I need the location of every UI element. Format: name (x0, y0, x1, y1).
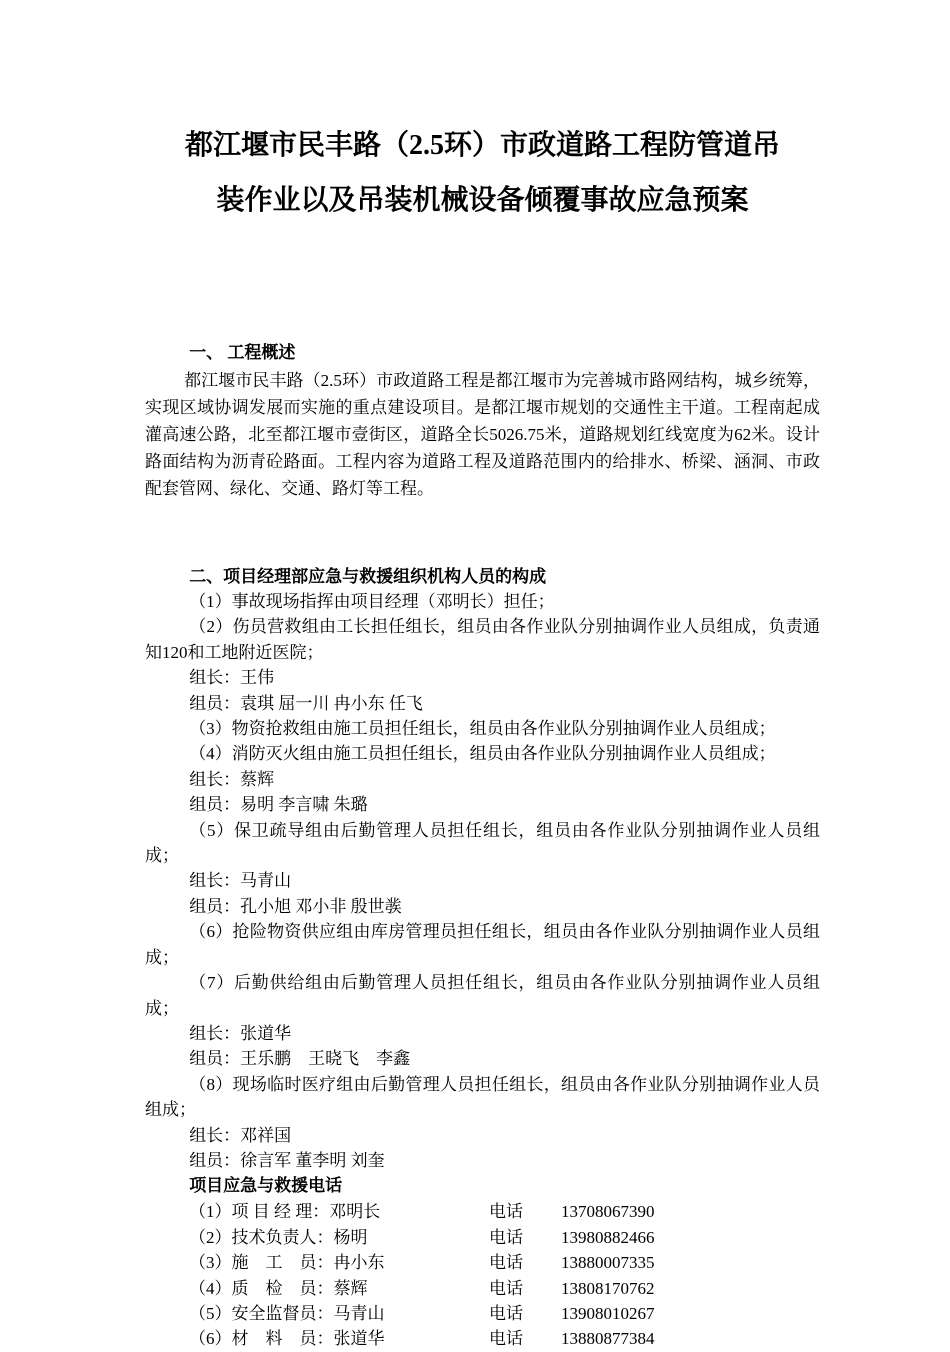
list-item: 组长：马青山 (189, 871, 292, 891)
list-item: （6）抢险物资供应组由库房管理员担任组长，组员由各作业队分别抽调作业人员组成； (145, 922, 820, 967)
phone-row (145, 1301, 820, 1326)
phone-label: （5）安全监督员：马青山 (189, 1303, 385, 1323)
list-item: （5）保卫疏导组由后勤管理人员担任组长，组员由各作业队分别抽调作业人员组成； (145, 820, 820, 866)
phone-number: 13880007335 (561, 1253, 655, 1273)
list-item: （3）物资抢救组由施工员担任组长，组员由各作业队分别抽调作业人员组成； (189, 719, 776, 739)
list-item: 组长：邓祥国 (189, 1125, 292, 1145)
phone-number: 13880877384 (561, 1329, 655, 1349)
phone-list-heading: 项目应急与救援电话 (189, 1176, 343, 1196)
list-item: （2）伤员营救组由工长担任组长，组员由各作业队分别抽调作业人员组成，负责通知120和工地附近医院； (145, 617, 820, 662)
spacer (145, 228, 820, 340)
phone-label: （1）项 目 经 理：邓明长 (189, 1202, 381, 1222)
list-item: （7）后勤供给组由后勤管理人员担任组长，组员由各作业队分别抽调作业人员组成； (145, 973, 820, 1018)
tel-label: 电话 (489, 1278, 523, 1298)
list-item: 组员：易明 李言啸 朱璐 (189, 795, 368, 815)
section1-heading: 一、 工程概述 (189, 343, 296, 362)
section1-paragraph: 都江堰市民丰路（2.5环）市政道路工程是都江堰市为完善城市路网结构，城乡统筹，实现区域协调发展而实施的重点建设项目。是都江堰市规划的交通性主干道。工程南起成灌高速公路，北至都江堰市壹街区，道路全长5026.75米，道路规划红线宽度为62米。设计路面结构为沥青砼路面。工程内容为道路工程及道路范围内的给排水、桥梁、涵洞、市政配套管网、绿化、交通、路灯等工程。 (145, 371, 820, 498)
page-title (145, 118, 820, 228)
list-item: 组员：孔小旭 邓小非 殷世彂 (189, 896, 402, 916)
phone-row (145, 1199, 820, 1224)
section2-heading: 二、项目经理部应急与救援组织机构人员的构成 (189, 567, 547, 586)
tel-label: 电话 (489, 1303, 523, 1323)
tel-label: 电话 (489, 1202, 523, 1222)
phone-label: （6）材 料 员：张道华 (189, 1329, 385, 1349)
phone-number: 13708067390 (561, 1202, 655, 1222)
phone-row (145, 1276, 820, 1301)
tel-label: 电话 (489, 1227, 523, 1247)
phone-label: （3）施 工 员：冉小东 (189, 1253, 385, 1273)
phone-row (145, 1225, 820, 1250)
tel-label: 电话 (489, 1329, 523, 1349)
list-item: 组长：蔡辉 (189, 769, 275, 789)
tel-label: 电话 (489, 1253, 523, 1273)
list-item: （8）现场临时医疗组由后勤管理人员担任组长，组员由各作业队分别抽调作业人员组成； (145, 1074, 820, 1120)
page-title-line2: 装作业以及吊装机械设备倾覆事故应急预案 (216, 185, 749, 216)
phone-row (145, 1326, 820, 1351)
spacer (145, 502, 820, 564)
phone-number: 13980882466 (561, 1227, 655, 1247)
list-item: 组长：张道华 (189, 1023, 292, 1043)
list-item: （4）消防灭火组由施工员担任组长，组员由各作业队分别抽调作业人员组成； (189, 744, 776, 764)
list-item: 组员：袁琪 屈一川 冉小东 任飞 (189, 693, 423, 713)
list-item: 组员：王乐鹏 王晓飞 李鑫 (189, 1049, 411, 1069)
phone-label: （4）质 检 员：蔡辉 (189, 1278, 368, 1298)
list-item: （1）事故现场指挥由项目经理（邓明长）担任； (189, 592, 555, 611)
phone-number: 13908010267 (561, 1303, 655, 1323)
phone-number: 13808170762 (561, 1278, 655, 1298)
phone-label: （2）技术负责人：杨明 (189, 1227, 368, 1247)
list-item: 组员：徐言军 董李明 刘奎 (189, 1150, 385, 1170)
page-title-line1: 都江堰市民丰路（2.5环）市政道路工程防管道吊 (184, 130, 780, 161)
phone-row (145, 1250, 820, 1275)
list-item: 组长：王伟 (189, 668, 275, 688)
